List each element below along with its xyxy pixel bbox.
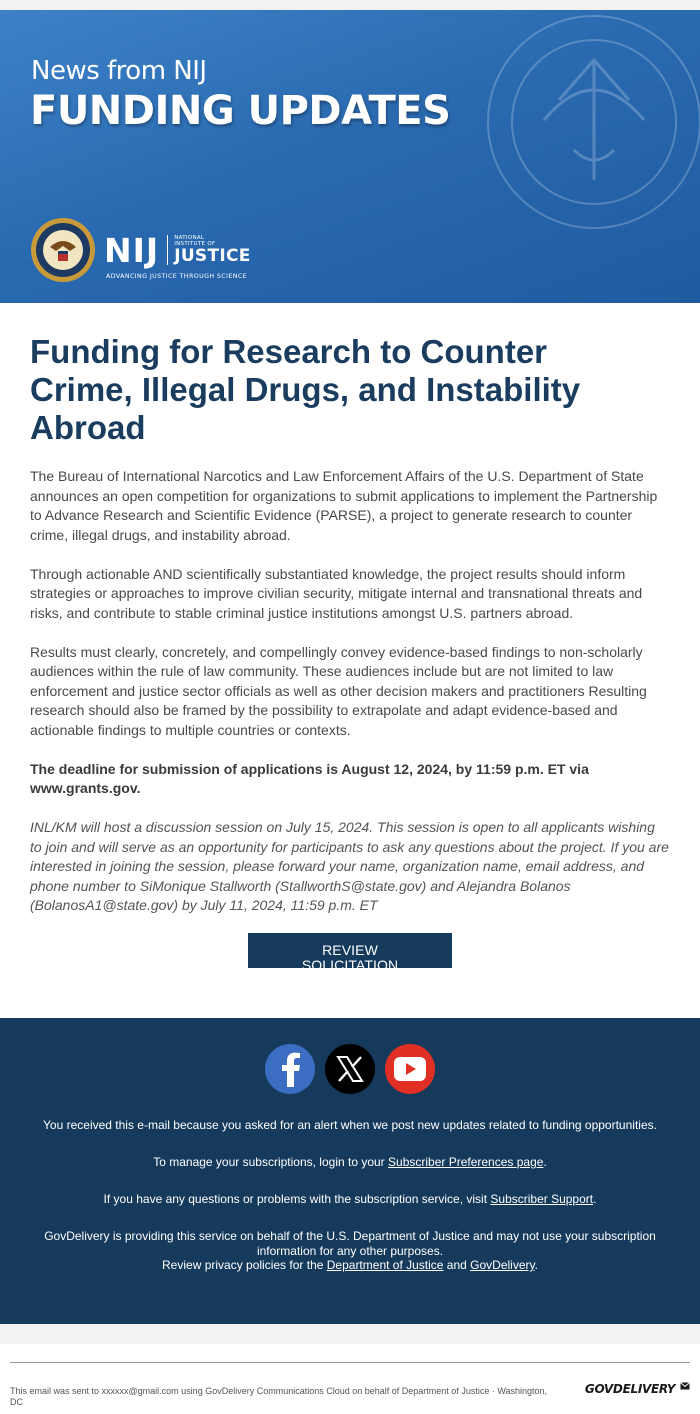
support-text-end: . xyxy=(593,1192,597,1206)
article-title: Funding for Research to Counter Crime, Illegal Drugs, and Instability Abroad xyxy=(30,333,581,446)
inst-small-2: INSTITUTE OF xyxy=(174,241,216,247)
header-banner xyxy=(0,10,700,303)
top-strip xyxy=(0,0,700,10)
envelope-icon xyxy=(680,1382,690,1390)
header-headline: FUNDING UPDATES xyxy=(30,88,451,134)
x-icon[interactable] xyxy=(325,1044,375,1094)
privacy-end: . xyxy=(534,1258,538,1272)
sent-to-notice: This email was sent to xxxxxx@gmail.com using GovDelivery Communications Cloud on behalf of Department of Justice · Washington, DC xyxy=(10,1386,548,1407)
subscriber-preferences-link[interactable]: Subscriber Preferences page xyxy=(388,1155,544,1169)
facebook-glyph-icon xyxy=(277,1051,303,1087)
govdelivery-disclaimer: GovDelivery is providing this service on behalf of the U.S. Department of Justice and may not use your subscription information for any other purposes. xyxy=(44,1229,656,1258)
doj-seal-watermark-icon xyxy=(484,10,700,235)
doj-seal-icon xyxy=(30,217,96,283)
footer-note-reason: You received this e-mail because you asked for an alert when we post new updates related to funding opportunities. xyxy=(43,1118,657,1132)
support-text: If you have any questions or problems with the subscription service, visit xyxy=(103,1192,491,1206)
govdelivery-logo[interactable] xyxy=(585,1382,690,1396)
footer xyxy=(0,1018,700,1324)
manage-text-end: . xyxy=(543,1155,547,1169)
privacy-and: and xyxy=(443,1258,471,1272)
article-paragraph-2: Through actionable AND scientifically substantiated knowledge, the project results should inform strategies or approaches to improve civilian security, mitigate internal and transnational threats and risks, and contribute to stable criminal justice institutions amongst U.S. partners abroad. xyxy=(30,565,643,621)
session-notice: INL/KM will host a discussion session on July 15, 2024. This session is open to all applicants wishing to join and will serve as an opportunity for participants to ask any questions about the project. If you are interested in joining the session, please forward your name, organization name, email address, and phone number to SiMonique Stallworth (StallworthS@state.gov) and Alejandra Bolanos (BolanosA1@state.gov) by July 11, 2024, 11:59 p.m. ET xyxy=(30,819,669,913)
bottom-rule xyxy=(10,1362,690,1363)
doj-privacy-link[interactable]: Department of Justice xyxy=(326,1258,444,1272)
nij-institute-name xyxy=(174,235,250,265)
footer-note-manage xyxy=(0,1155,700,1170)
govdelivery-privacy-link[interactable]: GovDelivery xyxy=(470,1258,535,1272)
youtube-icon[interactable] xyxy=(385,1044,435,1094)
privacy-text: Review privacy policies for the xyxy=(162,1258,327,1272)
manage-text: To manage your subscriptions, login to your xyxy=(153,1155,389,1169)
facebook-icon[interactable] xyxy=(265,1044,315,1094)
youtube-glyph-icon xyxy=(394,1057,426,1081)
govdelivery-logo-text: GOVDELIVERY xyxy=(584,1382,676,1396)
button-wrap xyxy=(30,933,670,975)
nij-tagline: ADVANCING JUSTICE THROUGH SCIENCE xyxy=(106,273,248,280)
nij-logo[interactable] xyxy=(30,217,251,283)
inst-large: JUSTICE xyxy=(174,246,251,266)
footer-note-privacy xyxy=(0,1229,700,1273)
subscriber-support-link[interactable]: Subscriber Support xyxy=(490,1192,594,1206)
article-body xyxy=(0,303,700,1018)
x-glyph-icon xyxy=(336,1055,364,1083)
inst-small-1: NATIONAL xyxy=(174,235,205,241)
brand-divider xyxy=(167,235,168,265)
deadline-notice: The deadline for submission of applications is August 12, 2024, by 11:59 p.m. ET via www.grants.gov. xyxy=(30,760,589,796)
article-paragraph-1: The Bureau of International Narcotics and Law Enforcement Affairs of the U.S. Department of State announces an open competition for organizations to submit applications to implement the Partnership to Advance Research and Scientific Evidence (PARSE), a project to generate research to counter crime, illegal drugs, and instability abroad. xyxy=(30,468,658,543)
article-paragraph-3: Results must clearly, concretely, and compellingly convey evidence-based findings to non-scholarly audiences within the rule of law community. These audiences include but are not limited to law enforcement and justice sector officials as well as other decision makers and practitioners Resulting research should also be framed by the possibility to extrapolate and adapt evidence-based and actionable findings to multiple countries or contexts. xyxy=(30,643,647,738)
email-bottom-bar xyxy=(0,1344,700,1414)
spacer xyxy=(0,1324,700,1344)
footer-note-support xyxy=(0,1192,700,1207)
nij-acronym: NIJ xyxy=(104,230,160,270)
header-kicker: News from NIJ xyxy=(31,56,207,86)
social-links xyxy=(0,1044,700,1094)
review-solicitation-button[interactable]: REVIEW SOLICITATION xyxy=(248,933,452,968)
